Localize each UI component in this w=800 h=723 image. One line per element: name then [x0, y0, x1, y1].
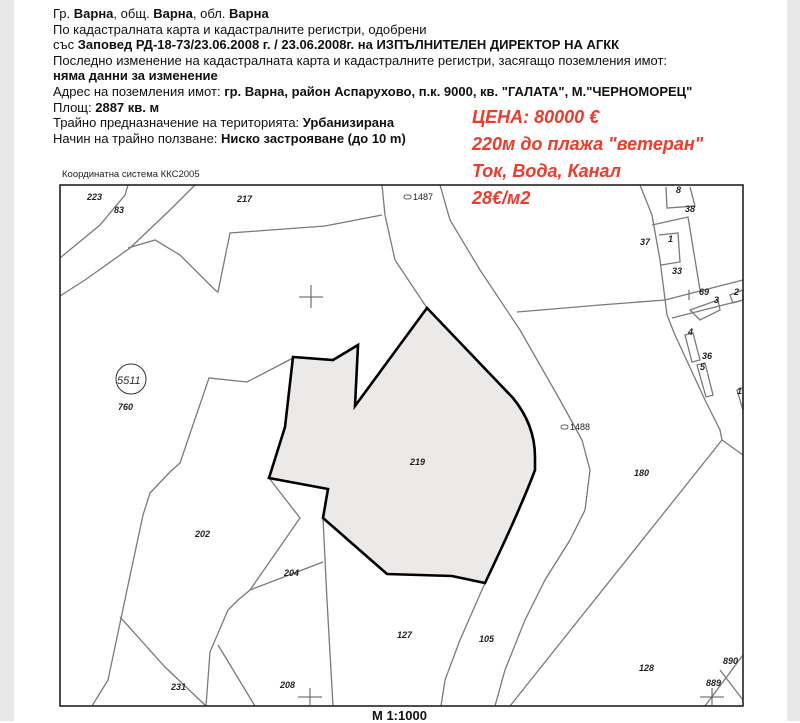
map-scale: М 1:1000 — [372, 708, 427, 723]
parcel-label-105: 105 — [479, 634, 495, 644]
parcel-label-36: 36 — [702, 351, 713, 361]
parcel-label-128: 128 — [639, 663, 655, 673]
parcel-label-2: 2 — [734, 287, 740, 297]
parcel-label-5: 5 — [700, 362, 706, 372]
order-line: със Заповед РД-18-73/23.06.2008 г. / 23.06.2008г. на ИЗПЪЛНИТЕЛЕН ДИРЕКТОР НА АГКК — [53, 37, 620, 53]
parcel-219-highlight — [269, 308, 535, 583]
parcel-label-204: 204 — [284, 568, 300, 578]
beach-distance-text: 220м до плажа "ветеран" — [472, 134, 704, 154]
parcel-label-38: 38 — [685, 204, 696, 214]
price-per-sqm-text: 28€/м2 — [472, 188, 531, 208]
last-change-value: няма данни за изменение — [53, 68, 218, 84]
usage-line: Начин на трайно ползване: Ниско застрояване (до 10 m) — [53, 130, 406, 146]
parcel-label-4: 4 — [688, 327, 694, 337]
last-change-label: Последно изменение на кадастралната карта и кадастралните регистри, засягащо поземления имот: — [53, 52, 668, 68]
location-line: Гр. Варна, общ. Варна, обл. Варна — [53, 6, 269, 21]
parcel-label-1: 1 — [668, 234, 674, 244]
utilities-text: Ток, Вода, Канал — [472, 161, 621, 181]
parcel-label-37: 37 — [640, 237, 651, 247]
parcel-label-3: 3 — [714, 295, 720, 305]
parcel-label-127: 127 — [397, 630, 413, 640]
parcel-label-231: 231 — [171, 682, 187, 692]
parcel-label-202: 202 — [195, 529, 211, 539]
parcel-label-1b: 1 — [737, 386, 743, 396]
cadastral-zone-5511: 5511 — [117, 375, 141, 387]
price-overlay — [472, 104, 703, 212]
area-line: Площ: 2887 кв. м — [53, 99, 160, 115]
parcel-label-223: 223 — [87, 192, 103, 202]
benchmark-1487: 1487 — [413, 192, 434, 202]
benchmark-1488: 1488 — [570, 422, 591, 432]
parcel-label-219: 219 — [410, 457, 426, 467]
parcel-label-760: 760 — [118, 402, 134, 412]
price-text: ЦЕНА: 80000 € — [472, 107, 600, 127]
coordinate-system-label: Координатна система ККС2005 — [62, 169, 200, 180]
address-line: Адрес на поземления имот: гр. Варна, район Аспарухово, п.к. 9000, кв. "ГАЛАТА", М."ЧЕРНОМОРЕЦ" — [53, 83, 693, 99]
parcel-label-83: 83 — [114, 205, 125, 215]
approval-line: По кадастралната карта и кадастралните регистри, одобрени — [53, 21, 427, 37]
parcel-label-8: 8 — [676, 185, 682, 195]
parcel-label-217: 217 — [237, 194, 253, 204]
parcel-label-33: 33 — [672, 266, 683, 276]
parcel-label-69: 69 — [699, 287, 710, 297]
parcel-label-889: 889 — [706, 678, 722, 688]
parcel-label-208: 208 — [280, 680, 296, 690]
parcel-label-180: 180 — [634, 468, 650, 478]
purpose-line: Трайно предназначение на територията: Урбанизирана — [53, 115, 395, 131]
parcel-label-890: 890 — [723, 656, 739, 666]
